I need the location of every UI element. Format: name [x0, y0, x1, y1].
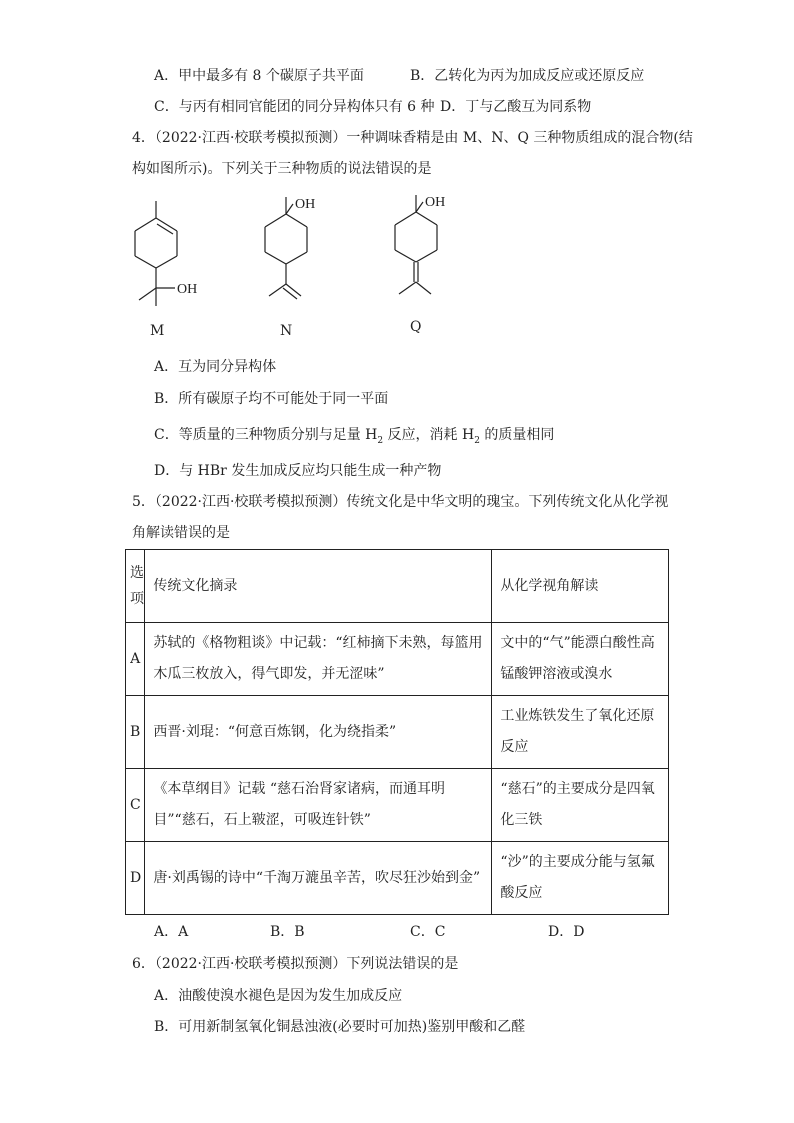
structure-q-drawing: [385, 190, 485, 310]
q3-option-a: A．甲中最多有 8 个碳原子共平面: [154, 68, 364, 84]
row-option: C: [126, 769, 145, 842]
table-row: [126, 696, 669, 769]
q6-stem: 6．（2022·江西·校联考模拟预测）下列说法错误的是: [132, 956, 459, 972]
q3-option-c: C．与丙有相同官能团的同分异构体只有 6 种: [154, 99, 435, 115]
structure-m-drawing: [125, 196, 225, 316]
row-text: 《本草纲目》记载 “慈石治肾家诸病，而通耳明目”“慈石，石上皲涩，可吸连针铁”: [145, 769, 492, 842]
structure-m-label: M: [150, 323, 165, 339]
row-text: 西晋·刘琨：“何意百炼钢，化为绕指柔”: [145, 696, 492, 769]
q4-option-c: C．等质量的三种物质分别与足量 $H_2$ 反应，消耗 $H_2$ 的质量相同: [154, 427, 555, 446]
row-interp: “沙”的主要成分能与氢氟酸反应: [492, 842, 669, 915]
q5-stem-line2: 角解读错误的是: [132, 525, 230, 541]
header-text: 传统文化摘录: [145, 550, 492, 623]
row-interp: 文中的“气”能漂白酸性高锰酸钾溶液或溴水: [492, 623, 669, 696]
structure-q-label: Q: [410, 319, 422, 335]
table-row: [126, 769, 669, 842]
q4-option-a: A．互为同分异构体: [154, 359, 277, 375]
q4-option-d: D．与 HBr 发生加成反应均只能生成一种产物: [154, 463, 442, 479]
q4-stem-line1: 4．（2022·江西·校联考模拟预测）一种调味香精是由 M、N、Q 三种物质组成的混合物(结: [132, 130, 693, 146]
structure-n: [255, 192, 355, 339]
q5-option-d: D．D: [548, 924, 585, 940]
q5-option-b: B．B: [270, 924, 305, 940]
row-option: B: [126, 696, 145, 769]
q4-option-b: B．所有碳原子均不可能处于同一平面: [154, 391, 389, 407]
row-interp: 工业炼铁发生了氧化还原反应: [492, 696, 669, 769]
structure-m-oh: OH: [177, 282, 198, 297]
header-option: 选项: [126, 550, 145, 623]
structure-n-oh: OH: [295, 197, 316, 212]
q5-stem-line1: 5．（2022·江西·校联考模拟预测）传统文化是中华文明的瑰宝。下列传统文化从化学视: [132, 494, 669, 510]
row-text: 苏轼的《格物粗谈》中记载：“红柿摘下未熟，每篮用木瓜三枚放入，得气即发，并无涩味”: [145, 623, 492, 696]
header-interp: 从化学视角解读: [492, 550, 669, 623]
q6-option-a: A．油酸使溴水褪色是因为发生加成反应: [154, 988, 403, 1004]
table-header-row: [126, 550, 669, 623]
structure-n-label: N: [280, 323, 293, 339]
q6-option-b: B．可用新制氢氧化铜悬浊液(必要时可加热)鉴别甲酸和乙醛: [154, 1019, 526, 1035]
structure-q-oh: OH: [425, 195, 446, 210]
row-option: D: [126, 842, 145, 915]
row-interp: “慈石”的主要成分是四氧化三铁: [492, 769, 669, 842]
q5-table: [125, 549, 669, 915]
q5-option-c: C．C: [410, 924, 446, 940]
row-option: A: [126, 623, 145, 696]
structure-q: [385, 190, 485, 335]
structure-m: [125, 196, 225, 339]
q4-stem-line2: 构如图所示)。下列关于三种物质的说法错误的是: [132, 161, 432, 177]
row-text: 唐·刘禹锡的诗中“千淘万漉虽辛苦，吹尽狂沙始到金”: [145, 842, 492, 915]
structure-n-drawing: [255, 192, 355, 312]
q5-option-a: A．A: [154, 924, 189, 940]
table-row: [126, 842, 669, 915]
q3-option-b: B．乙转化为丙为加成反应或还原反应: [410, 68, 645, 84]
q3-option-d: D．丁与乙酸互为同系物: [440, 99, 592, 115]
table-row: [126, 623, 669, 696]
